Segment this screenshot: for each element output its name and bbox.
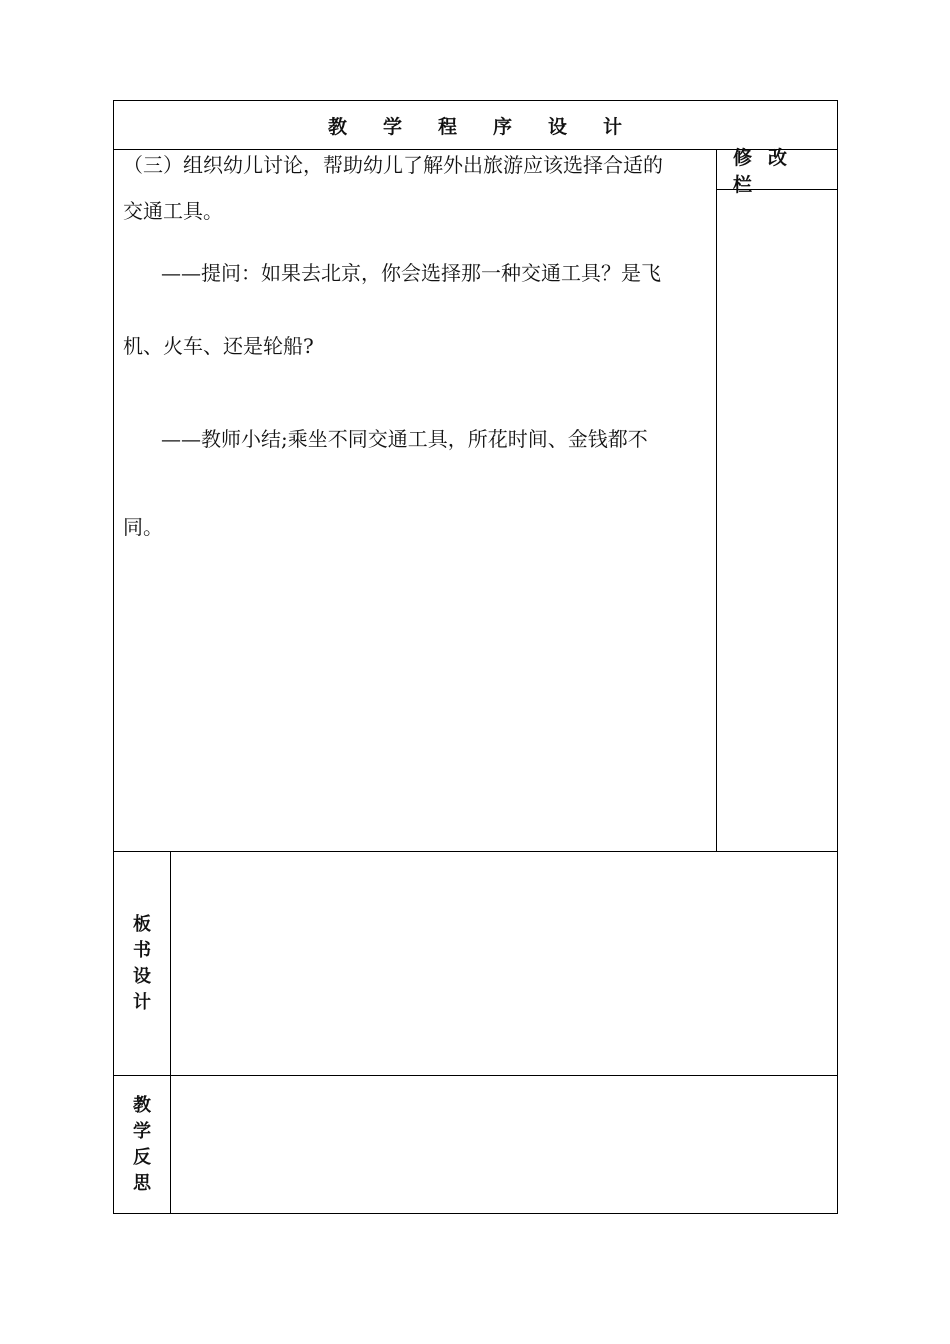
process-line: 同。	[123, 515, 163, 539]
divider	[113, 851, 838, 852]
process-line: 机、火车、还是轮船?	[123, 334, 314, 358]
divider	[113, 1075, 838, 1076]
divider	[716, 149, 717, 852]
label-char: 板	[133, 913, 151, 935]
page-title: 教学程序设计	[327, 115, 658, 138]
label-char: 书	[133, 939, 151, 961]
label-char: 反	[133, 1147, 151, 1168]
board-design-label	[113, 852, 171, 1075]
reflection-content	[172, 1077, 836, 1213]
process-line: ——提问：如果去北京，你会选择那一种交通工具？是飞	[161, 261, 661, 285]
label-char: 设	[133, 965, 151, 987]
board-design-content	[172, 853, 836, 1074]
reflection-label	[113, 1076, 171, 1214]
process-line: 交通工具。	[123, 199, 223, 223]
label-char: 计	[133, 991, 151, 1013]
label-char: 教	[133, 1095, 151, 1116]
label-char: 学	[133, 1121, 151, 1142]
process-line: （三）组织幼儿讨论，帮助幼儿了解外出旅游应该选择合适的	[123, 153, 663, 177]
label-char: 思	[133, 1173, 151, 1194]
revision-column-header: 修改栏	[733, 147, 804, 196]
process-line: ——教师小结;乘坐不同交通工具，所花时间、金钱都不	[161, 427, 648, 451]
